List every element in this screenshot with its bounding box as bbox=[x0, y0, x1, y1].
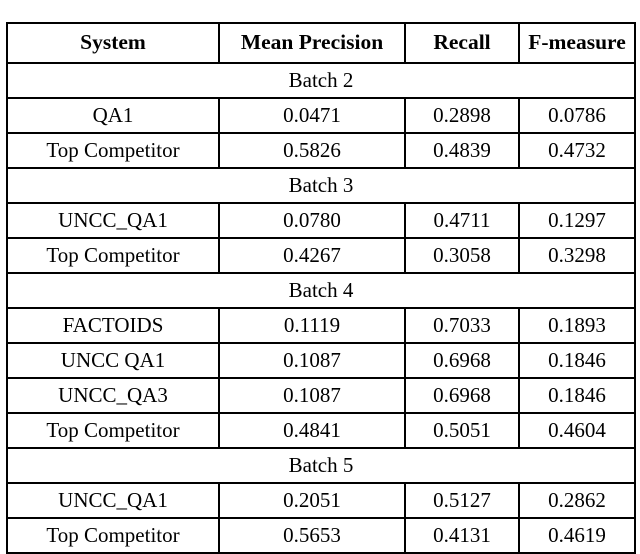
column-header-mean-precision: Mean Precision bbox=[219, 23, 405, 63]
table-header bbox=[7, 23, 635, 63]
cell-precision: 0.0471 bbox=[219, 98, 405, 133]
cell-fmeasure: 0.1846 bbox=[519, 378, 635, 413]
batch-label: Batch 4 bbox=[7, 273, 635, 308]
cell-precision: 0.5653 bbox=[219, 518, 405, 553]
cell-precision: 0.4841 bbox=[219, 413, 405, 448]
batch-label: Batch 3 bbox=[7, 168, 635, 203]
cell-system: Top Competitor bbox=[7, 133, 219, 168]
cell-fmeasure: 0.4732 bbox=[519, 133, 635, 168]
cell-system: UNCC_QA3 bbox=[7, 378, 219, 413]
cell-system: Top Competitor bbox=[7, 238, 219, 273]
column-header-system: System bbox=[7, 23, 219, 63]
cell-fmeasure: 0.1893 bbox=[519, 308, 635, 343]
batch-label-row bbox=[7, 448, 635, 483]
cell-system: QA1 bbox=[7, 98, 219, 133]
cell-recall: 0.4131 bbox=[405, 518, 519, 553]
cell-fmeasure: 0.4619 bbox=[519, 518, 635, 553]
cell-fmeasure: 0.1297 bbox=[519, 203, 635, 238]
cell-system: UNCC QA1 bbox=[7, 343, 219, 378]
table-row bbox=[7, 98, 635, 133]
cell-system: Top Competitor bbox=[7, 518, 219, 553]
cell-precision: 0.4267 bbox=[219, 238, 405, 273]
cell-precision: 0.5826 bbox=[219, 133, 405, 168]
cell-precision: 0.1119 bbox=[219, 308, 405, 343]
table-row bbox=[7, 133, 635, 168]
cell-recall: 0.3058 bbox=[405, 238, 519, 273]
cell-recall: 0.2898 bbox=[405, 98, 519, 133]
cell-system: FACTOIDS bbox=[7, 308, 219, 343]
table-row bbox=[7, 413, 635, 448]
cell-recall: 0.4711 bbox=[405, 203, 519, 238]
table-row bbox=[7, 378, 635, 413]
cell-recall: 0.4839 bbox=[405, 133, 519, 168]
cell-recall: 0.5127 bbox=[405, 483, 519, 518]
cell-system: UNCC_QA1 bbox=[7, 203, 219, 238]
header-row bbox=[7, 23, 635, 63]
cell-fmeasure: 0.0786 bbox=[519, 98, 635, 133]
table-row bbox=[7, 308, 635, 343]
cell-precision: 0.0780 bbox=[219, 203, 405, 238]
cell-recall: 0.6968 bbox=[405, 343, 519, 378]
column-header-f-measure: F-measure bbox=[519, 23, 635, 63]
cell-recall: 0.5051 bbox=[405, 413, 519, 448]
batch-label-row bbox=[7, 63, 635, 98]
column-header-recall: Recall bbox=[405, 23, 519, 63]
batch-label-row bbox=[7, 168, 635, 203]
cell-fmeasure: 0.1846 bbox=[519, 343, 635, 378]
table-row bbox=[7, 483, 635, 518]
results-table bbox=[6, 22, 636, 554]
cell-recall: 0.7033 bbox=[405, 308, 519, 343]
table-row bbox=[7, 518, 635, 553]
cell-precision: 0.2051 bbox=[219, 483, 405, 518]
cell-precision: 0.1087 bbox=[219, 343, 405, 378]
table-row bbox=[7, 203, 635, 238]
table-row bbox=[7, 343, 635, 378]
cell-precision: 0.1087 bbox=[219, 378, 405, 413]
table-row bbox=[7, 238, 635, 273]
cell-system: UNCC_QA1 bbox=[7, 483, 219, 518]
batch-label-row bbox=[7, 273, 635, 308]
cell-fmeasure: 0.2862 bbox=[519, 483, 635, 518]
cell-system: Top Competitor bbox=[7, 413, 219, 448]
batch-label: Batch 2 bbox=[7, 63, 635, 98]
cell-recall: 0.6968 bbox=[405, 378, 519, 413]
table-body bbox=[7, 63, 635, 554]
cell-fmeasure: 0.4604 bbox=[519, 413, 635, 448]
cell-fmeasure: 0.3298 bbox=[519, 238, 635, 273]
batch-label: Batch 5 bbox=[7, 448, 635, 483]
